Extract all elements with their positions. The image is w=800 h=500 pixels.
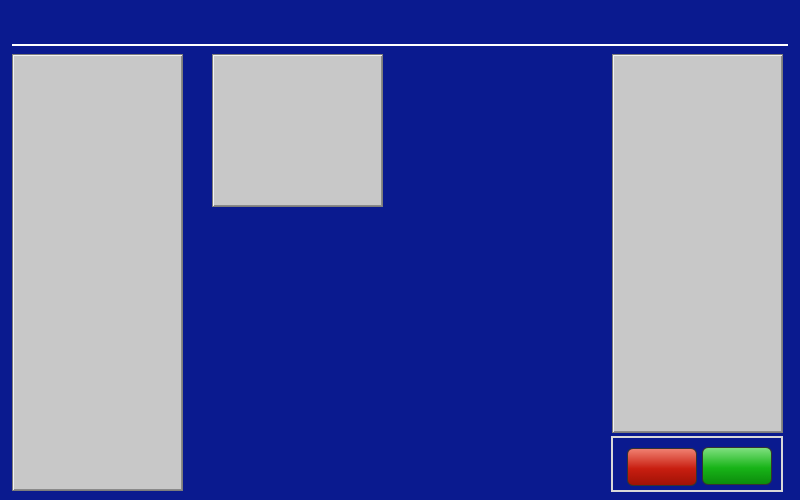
qpi-panel <box>12 54 183 491</box>
alarms-button[interactable] <box>627 448 697 486</box>
qsg-panel <box>212 54 383 207</box>
header-divider <box>12 44 788 46</box>
menu-button[interactable] <box>702 447 772 485</box>
qpt01-panel <box>612 54 783 433</box>
